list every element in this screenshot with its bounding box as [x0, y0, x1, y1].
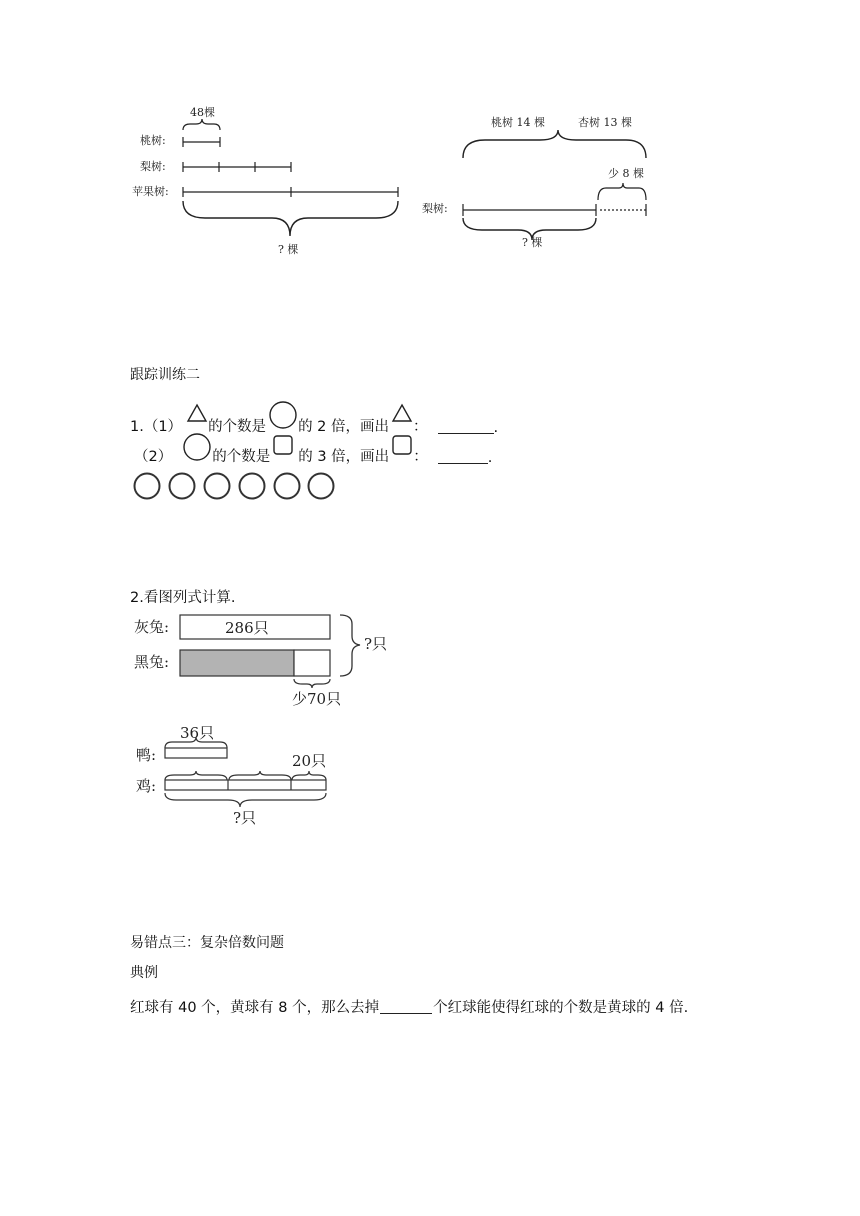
q2-title: 2.看图列式计算.	[130, 590, 236, 606]
q1-part2-text-b: 的 3 倍，画出	[298, 449, 390, 465]
circle-icon	[275, 474, 300, 499]
duck-bar	[165, 748, 227, 758]
total-label-left: ? 棵	[278, 243, 299, 256]
section-heading-mistake: 易错点三：复杂倍数问题	[130, 935, 284, 951]
gray-rabbit-value: 286只	[225, 619, 269, 637]
triangle-icon	[186, 402, 208, 424]
q1-part1-suffix: ：	[413, 419, 428, 435]
total-brace	[340, 615, 360, 676]
less-brace	[294, 679, 330, 688]
duck-chicken-diagram	[130, 718, 350, 830]
circle-icon	[205, 474, 230, 499]
example-heading: 典例	[130, 965, 158, 981]
example-text-a: 红球有 40 个，黄球有 8 个，那么去掉	[130, 1000, 380, 1016]
chicken-total-brace	[165, 793, 326, 807]
apple-bottom-brace	[183, 201, 398, 236]
example-text-b: 个红球能使得红球的个数是黄球的 4 倍.	[433, 1000, 689, 1016]
q1-part1-end: .	[493, 420, 499, 436]
black-rabbit-bar-filled	[180, 650, 294, 676]
q1-part2	[134, 430, 492, 470]
apricot-count-label: 杏树 13 棵	[578, 116, 632, 129]
gray-rabbit-label: 灰兔:	[134, 618, 170, 636]
total-label-right: ? 棵	[522, 236, 543, 249]
less-label: 少 8 棵	[608, 167, 644, 180]
triangle-icon	[391, 402, 413, 424]
q1-part2-end: .	[487, 450, 493, 466]
example-question	[130, 996, 688, 1017]
section-heading-training: 跟踪训练二	[130, 367, 200, 383]
circle-icon	[182, 432, 212, 462]
square-icon	[272, 434, 294, 456]
example-answer-blank[interactable]	[380, 1013, 432, 1014]
square-icon	[391, 434, 413, 456]
circle-row	[130, 470, 340, 502]
duck-label: 鸭:	[136, 746, 157, 764]
rabbit-diagram	[130, 610, 400, 715]
q1-part1-prefix: 1.（1）	[130, 419, 183, 435]
circle-icon	[170, 474, 195, 499]
q1-part2-suffix: ：	[413, 449, 428, 465]
circle-icon	[309, 474, 334, 499]
pear-label: 梨树:	[140, 160, 166, 173]
chicken-extra-value: 20只	[292, 752, 327, 770]
black-rabbit-bar-missing	[294, 650, 330, 676]
less-label: 少70只	[292, 690, 342, 708]
circle-icon	[268, 400, 298, 430]
circle-icon	[135, 474, 160, 499]
chicken-label: 鸡:	[136, 777, 157, 795]
q1-part2-answer-blank[interactable]	[438, 463, 488, 464]
duck-value: 36只	[180, 724, 215, 742]
pear-label-right: 梨树:	[422, 202, 448, 215]
chicken-total-label: ?只	[233, 809, 257, 827]
apple-label: 苹果树:	[132, 185, 169, 198]
q1-part1-text-a: 的个数是	[208, 419, 267, 435]
peach-value-label: 48棵	[190, 106, 215, 119]
peach-label: 桃树:	[140, 134, 166, 147]
duck-brace	[165, 737, 227, 748]
tree-diagram-left	[130, 100, 410, 260]
q1-part2-text-a: 的个数是	[212, 449, 271, 465]
q1-part2-prefix: （2）	[134, 449, 173, 465]
total-label: ?只	[364, 635, 388, 653]
tree-diagram-right	[420, 100, 660, 260]
top-brace	[463, 130, 646, 158]
chicken-bar	[165, 780, 326, 790]
black-rabbit-label: 黑兔:	[134, 653, 170, 671]
q1-part1-text-b: 的 2 倍，画出	[298, 419, 390, 435]
peach-top-brace	[183, 119, 220, 130]
circle-icon	[240, 474, 265, 499]
peach-count-label: 桃树 14 棵	[491, 116, 545, 129]
less-brace	[598, 183, 646, 200]
